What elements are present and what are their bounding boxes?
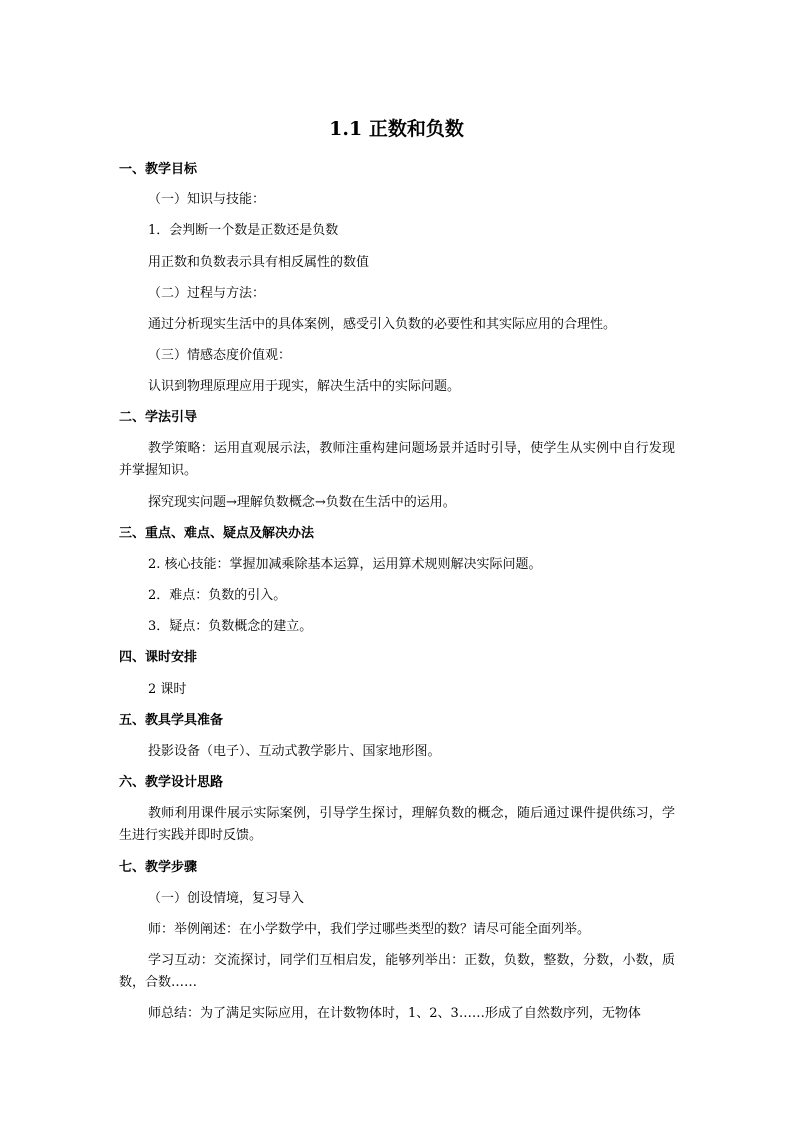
section-heading-method: 二、学法引导: [119, 410, 198, 425]
section-heading-objectives: 一、教学目标: [119, 162, 198, 177]
paragraph: 2 课时: [148, 682, 187, 697]
paragraph: 教学策略：运用直观展示法，教师注重构建问题场景并适时引导，使学生从实例中自行发现并掌握知识。: [119, 441, 675, 478]
subheading-scenario: （一）创设情境，复习导入: [148, 891, 305, 906]
document-title: 1.1 正数和负数: [329, 118, 464, 140]
section-heading-design: 六、教学设计思路: [119, 775, 224, 790]
paragraph: 通过分析现实生活中的具体案例，感受引入负数的必要性和其实际应用的合理性。: [148, 317, 617, 332]
list-item: 1．会判断一个数是正数还是负数: [148, 223, 339, 238]
paragraph: 教师利用课件展示实际案例，引导学生探讨，理解负数的概念，随后通过课件提供练习，学生进行实践并即时反馈。: [119, 806, 675, 843]
paragraph: 探究现实问题→理解负数概念→负数在生活中的运用。: [148, 495, 456, 510]
list-item: 2. 核心技能：掌握加减乘除基本运算，运用算术规则解决实际问题。: [148, 557, 542, 572]
paragraph: 认识到物理原理应用于现实，解决生活中的实际问题。: [148, 379, 461, 394]
section-heading-keypoints: 三、重点、难点、疑点及解决办法: [119, 526, 315, 541]
list-item: 2．难点：负数的引入。: [148, 588, 287, 603]
list-item: 3．疑点：负数概念的建立。: [148, 619, 313, 634]
subheading-process: （二）过程与方法：: [148, 286, 266, 301]
section-heading-materials: 五、教具学具准备: [119, 713, 224, 728]
list-item: 用正数和负数表示具有相反属性的数值: [148, 255, 370, 270]
paragraph: 投影设备（电子）、互动式教学影片、国家地形图。: [148, 744, 441, 759]
paragraph: 师总结：为了满足实际应用，在计数物体时，1、2、3……形成了自然数序列，无物体: [148, 1006, 641, 1021]
section-heading-steps: 七、教学步骤: [119, 860, 198, 875]
section-heading-schedule: 四、课时安排: [119, 650, 198, 665]
subheading-knowledge: （一）知识与技能：: [148, 192, 266, 207]
paragraph: 学习互动：交流探讨，同学们互相启发，能够列举出：正数，负数，整数，分数，小数，质数，合数……: [119, 953, 675, 990]
paragraph: 师：举例阐述：在小学数学中，我们学过哪些类型的数？请尽可能全面列举。: [148, 922, 591, 937]
subheading-attitude: （三）情感态度价值观：: [148, 348, 292, 363]
